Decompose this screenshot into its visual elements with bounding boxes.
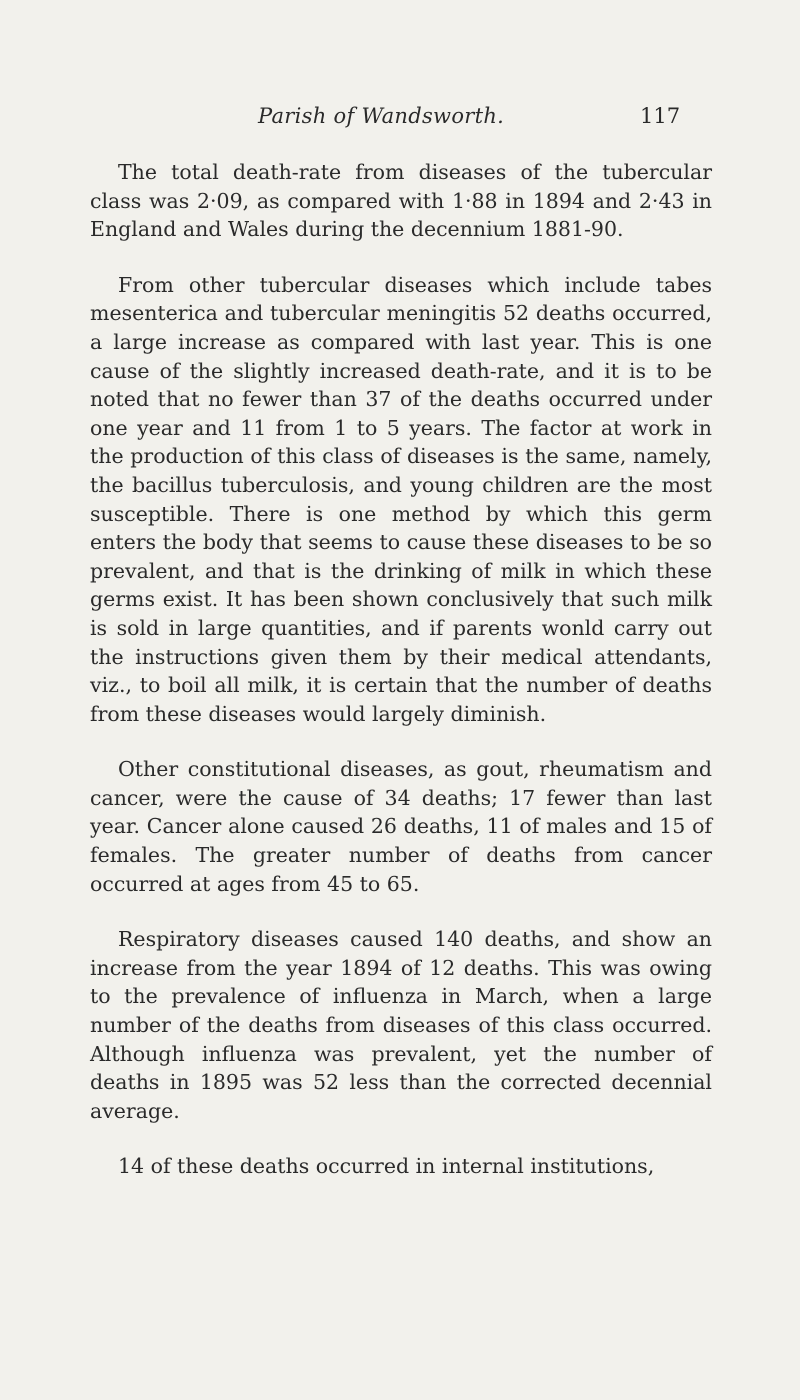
paragraph-constitutional-diseases: Other constitutional diseases, as gout, rheumatism and cancer, were the cause of 34 deaths; 17 fewer than last year. Cancer alone caused 26 deaths, 11 of males and 15 of females. The greater number of deaths from cancer occurred at ages from 45 to 65. <box>90 757 712 896</box>
paragraph-respiratory-diseases: Respiratory diseases caused 140 deaths, and show an increase from the year 1894 of 12 deaths. This was owing to the prevalence of influenza in March, when a large number of the deaths from diseases of this class occurred. Although influenza was prevalent, yet the number of deaths in 1895 was 52 less than the corrected decennial average. <box>90 927 712 1123</box>
body-text <box>90 158 712 1181</box>
running-title: Parish of Wandsworth. <box>258 104 505 128</box>
paragraph-tubercular-death-rate: The total death-rate from diseases of the tubercular class was 2·09, as compared with 1·88 in 1894 and 2·43 in England and Wales during the decennium 1881-90. <box>90 160 712 242</box>
page-header <box>0 104 800 144</box>
page-number: 117 <box>640 104 681 128</box>
paragraph-internal-institutions: 14 of these deaths occurred in internal institutions, <box>118 1154 655 1179</box>
paragraph-other-tubercular-diseases: From other tubercular diseases which include tabes mesenterica and tubercular meningitis 52 deaths occurred, a large increase as compared with last year. This is one cause of the slightly increased death-rate, and it is to be noted that no fewer than 37 of the deaths occurred under one year and 11 from 1 to 5 years. The factor at work in the production of this class of diseases is the same, namely, the bacillus tuberculosis, and young children are the most susceptible. There is one method by which this germ enters the body that seems to cause these diseases to be so prevalent, and that is the drinking of milk in which these germs exist. It has been shown conclusively that such milk is sold in large quantities, and if parents wonld carry out the instructions given them by their medical attendants, viz., to boil all milk, it is certain that the number of deaths from these diseases would largely diminish. <box>90 272 712 726</box>
